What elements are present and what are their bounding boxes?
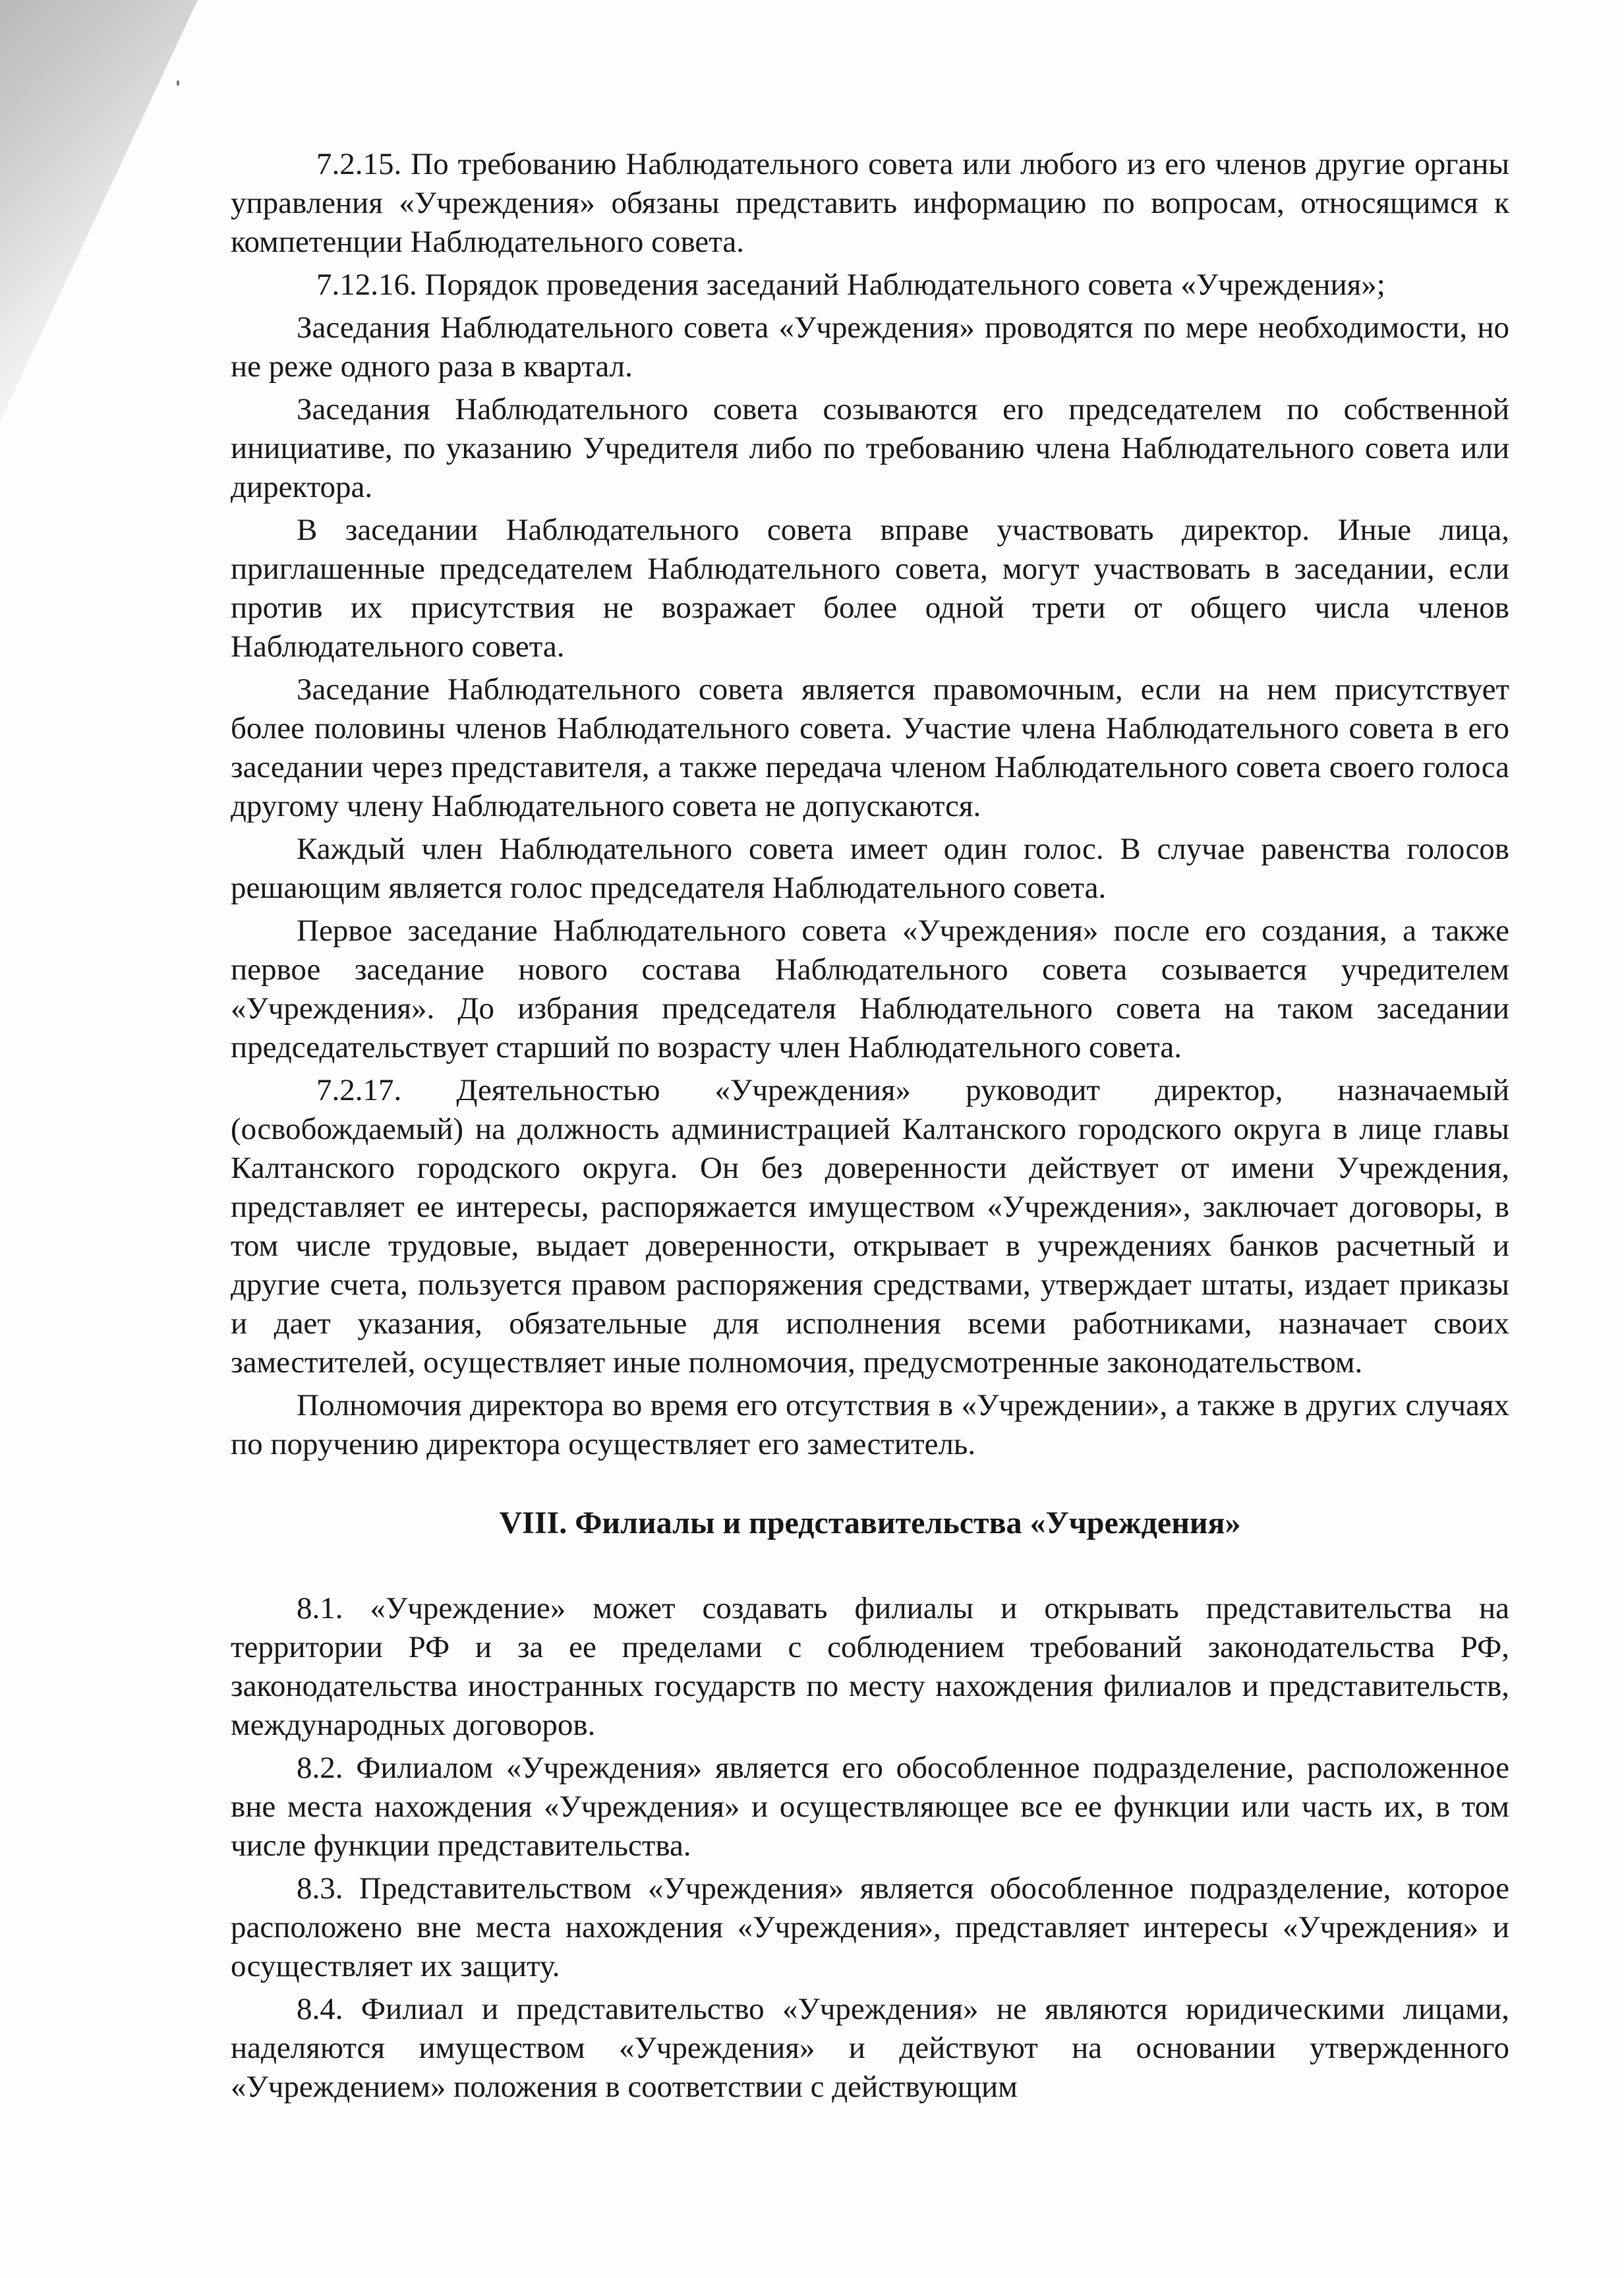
paragraph-meeting-convening: Заседания Наблюдательного совета созываются его председателем по собственной инициативе, по указанию Учредителя либо по требованию члена Наблюдательного совета или директора.: [231, 392, 1509, 504]
paragraph-meeting-participants: В заседании Наблюдательного совета вправе участвовать директор. Иные лица, приглашенные председателем Наблюдательного совета, могут участвовать в заседании, если против их присутствия не возражает более одной трети от общего числа членов Наблюдательного совета.: [231, 513, 1509, 664]
paragraph-first-meeting: Первое заседание Наблюдательного совета «Учреждения» после его создания, а также первое заседание нового состава Наблюдательного совета созывается учредителем «Учреждения». До избрания председателя Наблюдательного совета на таком заседании председательствует старший по возрасту член Наблюдательного совета.: [231, 914, 1509, 1065]
paragraph-8-1: 8.1. «Учреждение» может создавать филиалы и открывать представительства на территории РФ и за ее пределами с соблюдением требований законодательства РФ, законодательства иностранных государств по месту нахождения филиалов и представительств, международных договоров.: [231, 1591, 1509, 1742]
paragraph-8-4: 8.4. Филиал и представительство «Учреждения» не являются юридическими лицами, наделяются имуществом «Учреждения» и действуют на основании утвержденного «Учреждением» положения в соответствии с действующим: [231, 1992, 1509, 2104]
paragraph-votes: Каждый член Наблюдательного совета имеет один голос. В случае равенства голосов решающим является голос председателя Наблюдательного совета.: [231, 832, 1509, 905]
paragraph-7-12-16: 7.12.16. Порядок проведения заседаний Наблюдательного совета «Учреждения»;: [316, 268, 1385, 302]
paragraph-quorum: Заседание Наблюдательного совета является правомочным, если на нем присутствует более половины членов Наблюдательного совета. Участие члена Наблюдательного совета в его заседании через представителя, а также передача членом Наблюдательного совета своего голоса другому члену Наблюдательного совета не допускаются.: [231, 672, 1509, 823]
section-heading-viii: VIII. Филиалы и представительства «Учреждения»: [499, 1505, 1241, 1540]
paragraph-7-2-15: 7.2.15. По требованию Наблюдательного совета или любого из его членов другие органы управления «Учреждения» обязаны представить информацию по вопросам, относящимся к компетенции Наблюдательного совета.: [231, 147, 1509, 259]
paragraph-meeting-frequency: Заседания Наблюдательного совета «Учреждения» проводятся по мере необходимости, но не реже одного раза в квартал.: [231, 310, 1509, 384]
paragraph-8-3: 8.3. Представительством «Учреждения» является обособленное подразделение, которое расположено вне места нахождения «Учреждения», представляет интересы «Учреждения» и осуществляет их защиту.: [231, 1871, 1509, 1983]
scan-corner-shadow: [0, 0, 218, 435]
document-body: [231, 145, 1509, 2111]
paragraph-director-deputy: Полномочия директора во время его отсутствия в «Учреждении», а также в других случаях по поручению директора осуществляет его заместитель.: [231, 1388, 1509, 1461]
scan-speck: [177, 80, 179, 86]
paragraph-7-2-17: 7.2.17. Деятельностью «Учреждения» руководит директор, назначаемый (освобождаемый) на должность администрацией Калтанского городского округа в лице главы Калтанского городского округа. Он без доверенности действует от имени Учреждения, представляет ее интересы, распоряжается имуществом «Учреждения», заключает договоры, в том числе трудовые, выдает доверенности, открывает в учреждениях банков расчетный и другие счета, пользуется правом распоряжения средствами, утверждает штаты, издает приказы и дает указания, обязательные для исполнения всеми работниками, назначает своих заместителей, осуществляет иные полномочия, предусмотренные законодательством.: [231, 1073, 1509, 1380]
paragraph-8-2: 8.2. Филиалом «Учреждения» является его обособленное подразделение, расположенное вне места нахождения «Учреждения» и осуществляющее все ее функции или часть их, в том числе функции представительства.: [231, 1751, 1509, 1863]
